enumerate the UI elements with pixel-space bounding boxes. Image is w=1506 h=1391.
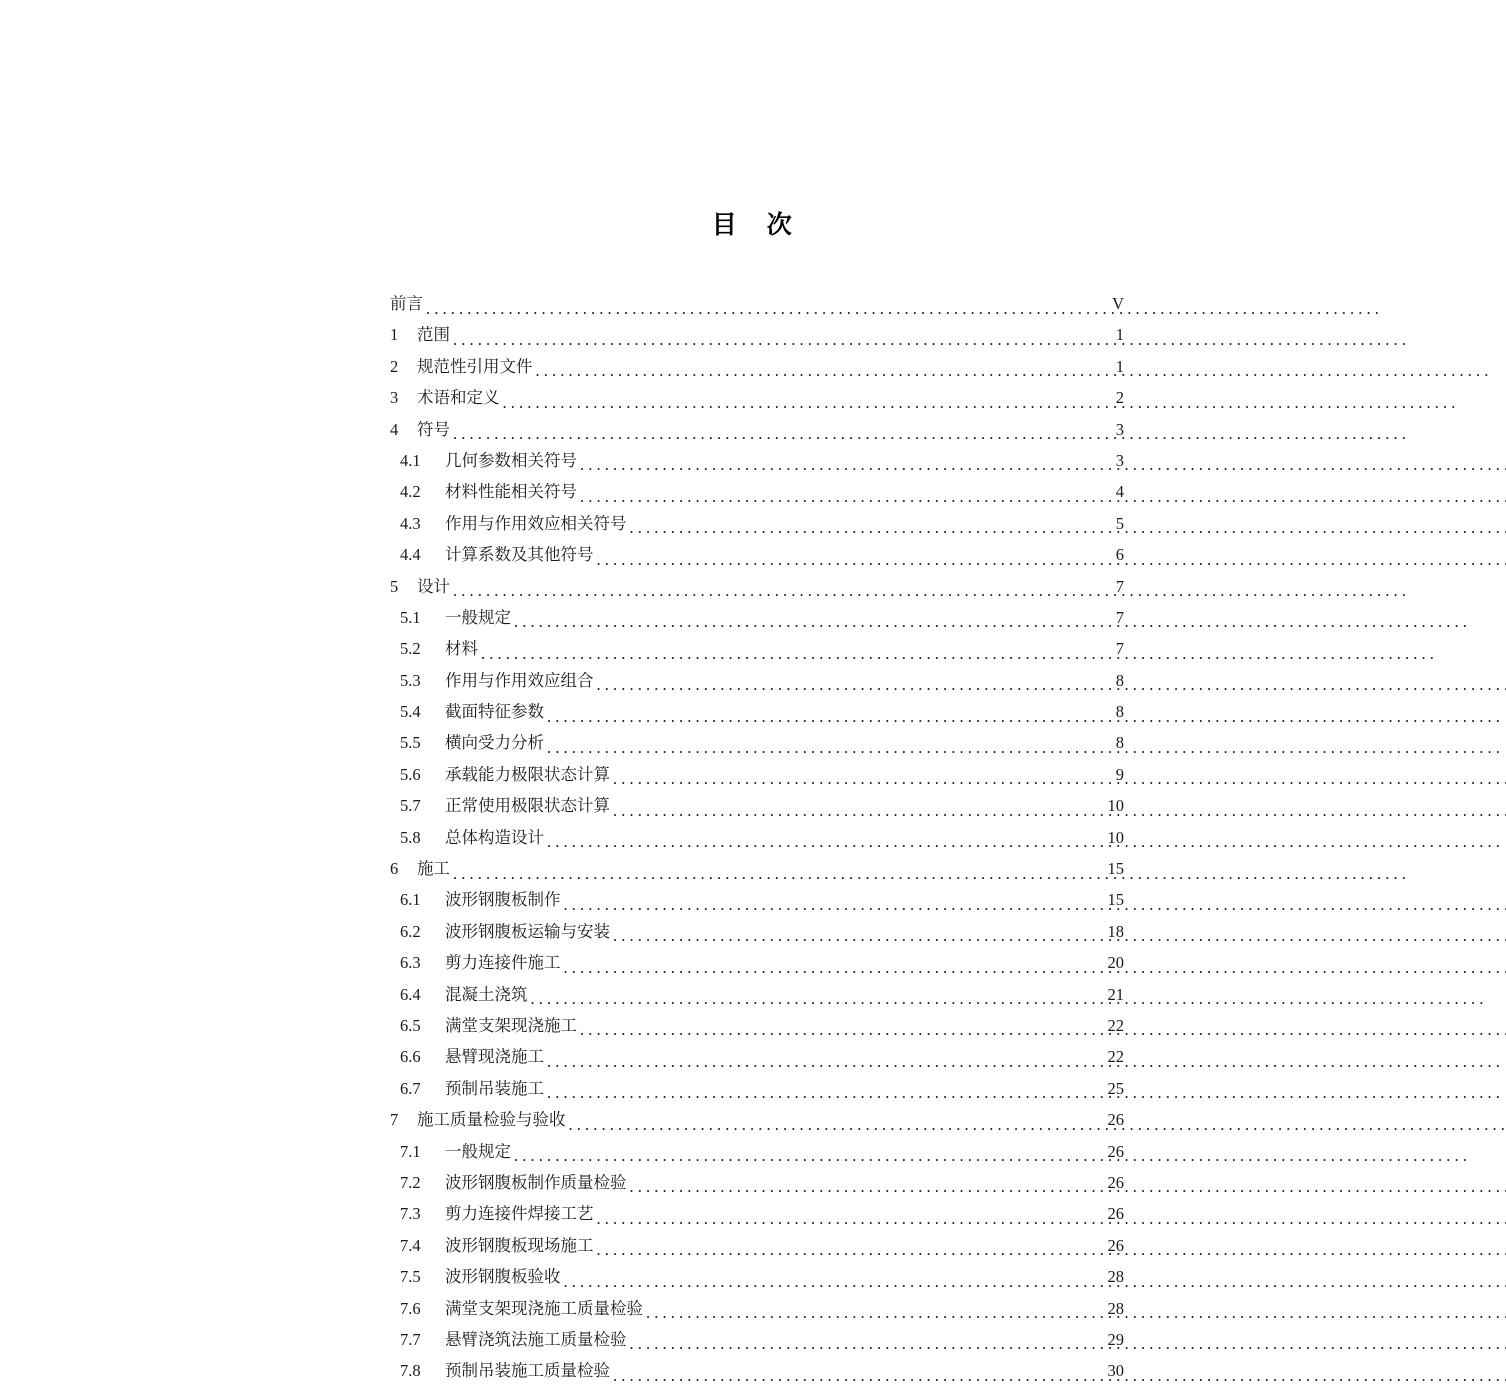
toc-entry-page-number: 7 [1115,607,1124,627]
toc-entry-number: 5.6 [400,764,421,784]
toc-entry[interactable] [390,1136,1124,1167]
toc-entry-number: 6.2 [400,921,421,941]
toc-entry-label: 悬臂现浇施工 [445,1047,544,1067]
toc-dot-leader [580,1014,1088,1031]
toc-dot-leader [536,355,1089,372]
toc-entry-number: 7.7 [400,1329,421,1349]
toc-entry-label: 波形钢腹板制作质量检验 [445,1172,627,1192]
toc-entry-label: 施工 [417,859,450,879]
toc-dot-leader [646,1297,1088,1314]
toc-entry-label: 预制吊装施工 [445,1078,544,1098]
toc-entry-page-number: 26 [1107,1110,1124,1130]
toc-entry[interactable] [390,382,1124,413]
toc-entry-page-number: 28 [1107,1298,1124,1318]
toc-entry[interactable] [390,571,1124,602]
toc-entry-label: 范围 [417,325,450,345]
toc-entry-page-number: 26 [1107,1141,1124,1161]
toc-entry[interactable] [390,1104,1124,1135]
toc-entry[interactable] [390,790,1124,821]
toc-entry-label: 术语和定义 [417,388,500,408]
toc-dot-leader [597,1234,1089,1251]
toc-list [390,288,1124,1387]
toc-dot-leader [630,1328,1089,1345]
toc-entry-number: 4.3 [400,513,421,533]
toc-entry-label: 满堂支架现浇施工 [445,1015,577,1035]
toc-entry-page-number: 8 [1115,733,1124,753]
toc-entry-page-number: 30 [1107,1361,1124,1381]
toc-entry-page-number: 9 [1115,764,1124,784]
toc-entry-number: 5.2 [400,639,421,659]
toc-entry-label: 波形钢腹板制作 [445,890,561,910]
toc-entry[interactable] [390,979,1124,1010]
toc-entry[interactable] [390,1293,1124,1324]
toc-entry-page-number: 15 [1107,890,1124,910]
toc-entry[interactable] [390,539,1124,570]
toc-entry[interactable] [390,1230,1124,1261]
page-title: 目 次 [711,212,795,239]
toc-entry[interactable] [390,319,1124,350]
toc-entry-label: 横向受力分析 [445,733,544,753]
toc-entry-page-number: 22 [1107,1015,1124,1035]
toc-entry[interactable] [390,916,1124,947]
toc-dot-leader [569,1109,1089,1126]
toc-entry-number: 6.5 [400,1015,421,1035]
toc-entry-label: 施工质量检验与验收 [417,1110,566,1130]
toc-entry-number: 6.3 [400,953,421,973]
toc-entry-label: 承载能力极限状态计算 [445,764,610,784]
toc-dot-leader [481,638,1088,655]
toc-entry-label: 材料 [445,639,478,659]
toc-dot-leader [630,1171,1089,1188]
toc-entry[interactable] [390,633,1124,664]
toc-entry-number: 5.5 [400,733,421,753]
toc-entry-number: 7.2 [400,1172,421,1192]
toc-entry-number: 7.3 [400,1204,421,1224]
toc-entry-page-number: V [1112,294,1124,313]
toc-entry-number: 5.3 [400,670,421,690]
toc-entry-page-number: 8 [1115,702,1124,722]
toc-entry-number: 5 [390,576,399,596]
toc-entry-label: 几何参数相关符号 [445,450,577,470]
toc-entry[interactable] [390,853,1124,884]
toc-entry-label: 预制吊装施工质量检验 [445,1361,610,1381]
toc-entry-number: 4.1 [400,450,421,470]
toc-entry-number: 4.4 [400,545,421,565]
toc-entry-number: 7 [390,1110,399,1130]
toc-entry-page-number: 28 [1107,1267,1124,1287]
toc-dot-leader [547,732,1088,749]
toc-entry-number: 6 [390,859,399,879]
toc-dot-leader [426,293,1088,310]
toc-dot-leader [597,544,1089,561]
toc-entry-label: 设计 [417,576,450,596]
toc-entry[interactable] [390,602,1124,633]
toc-entry-number: 7.5 [400,1267,421,1287]
toc-dot-leader [630,512,1089,529]
toc-entry-page-number: 29 [1107,1329,1124,1349]
toc-entry-page-number: 6 [1115,545,1124,565]
toc-entry[interactable] [390,822,1124,853]
toc-entry-number: 5.1 [400,607,421,627]
toc-entry[interactable] [390,288,1124,319]
toc-entry-number: 1 [390,325,399,345]
toc-entry-label: 作用与作用效应组合 [445,670,594,690]
toc-entry-label: 前言 [390,294,423,313]
toc-entry-label: 波形钢腹板验收 [445,1267,561,1287]
toc-dot-leader [503,387,1089,404]
toc-entry-number: 6.7 [400,1078,421,1098]
toc-entry-label: 剪力连接件焊接工艺 [445,1204,594,1224]
toc-dot-leader [597,1203,1089,1220]
toc-entry-label: 满堂支架现浇施工质量检验 [445,1298,643,1318]
toc-dot-leader [564,889,1089,906]
toc-entry[interactable] [390,1073,1124,1104]
toc-entry-label: 剪力连接件施工 [445,953,561,973]
toc-entry-page-number: 3 [1115,419,1124,439]
toc-entry[interactable] [390,1041,1124,1072]
toc-dot-leader [613,920,1088,937]
toc-dot-leader [547,826,1088,843]
toc-dot-leader [564,1266,1089,1283]
document-page [278,0,1228,1381]
toc-entry-label: 材料性能相关符号 [445,482,577,502]
toc-dot-leader [514,1140,1088,1157]
toc-entry[interactable] [390,1167,1124,1198]
toc-entry[interactable] [390,727,1124,758]
toc-entry[interactable] [390,884,1124,915]
toc-dot-leader [613,1360,1088,1377]
toc-dot-leader [547,1046,1088,1063]
toc-entry-number: 7.4 [400,1235,421,1255]
toc-entry-label: 作用与作用效应相关符号 [445,513,627,533]
toc-entry[interactable] [390,476,1124,507]
toc-entry-page-number: 25 [1107,1078,1124,1098]
toc-entry-page-number: 1 [1115,325,1124,345]
toc-entry-page-number: 10 [1107,827,1124,847]
toc-entry-page-number: 7 [1115,639,1124,659]
toc-entry-page-number: 15 [1107,859,1124,879]
toc-entry-page-number: 5 [1115,513,1124,533]
toc-entry-label: 正常使用极限状态计算 [445,796,610,816]
toc-entry-label: 混凝土浇筑 [445,984,528,1004]
toc-dot-leader [547,701,1088,718]
toc-entry-page-number: 26 [1107,1172,1124,1192]
toc-entry-number: 5.8 [400,827,421,847]
toc-entry-number: 5.7 [400,796,421,816]
toc-dot-leader [453,418,1088,435]
toc-entry-label: 总体构造设计 [445,827,544,847]
toc-entry[interactable] [390,759,1124,790]
toc-entry-page-number: 20 [1107,953,1124,973]
toc-entry-number: 3 [390,388,399,408]
toc-entry-page-number: 26 [1107,1235,1124,1255]
toc-entry[interactable] [390,1355,1124,1386]
toc-entry-number: 6.4 [400,984,421,1004]
toc-entry-page-number: 26 [1107,1204,1124,1224]
toc-entry-number: 5.4 [400,702,421,722]
toc-entry[interactable] [390,696,1124,727]
toc-dot-leader [453,858,1088,875]
toc-entry-number: 6.1 [400,890,421,910]
toc-entry[interactable] [390,665,1124,696]
toc-entry-label: 波形钢腹板运输与安装 [445,921,610,941]
toc-entry[interactable] [390,445,1124,476]
toc-entry-page-number: 22 [1107,1047,1124,1067]
toc-entry-label: 一般规定 [445,607,511,627]
toc-entry[interactable] [390,414,1124,445]
toc-entry[interactable] [390,351,1124,382]
toc-entry-page-number: 21 [1107,984,1124,1004]
toc-entry[interactable] [390,508,1124,539]
toc-dot-leader [547,1077,1088,1094]
toc-dot-leader [453,575,1088,592]
toc-entry-page-number: 18 [1107,921,1124,941]
toc-entry-label: 悬臂浇筑法施工质量检验 [445,1329,627,1349]
toc-entry-page-number: 3 [1115,450,1124,470]
toc-entry-number: 7.6 [400,1298,421,1318]
toc-dot-leader [613,763,1088,780]
toc-entry-number: 4.2 [400,482,421,502]
toc-entry-label: 计算系数及其他符号 [445,545,594,565]
toc-entry-page-number: 2 [1115,388,1124,408]
toc-dot-leader [514,606,1088,623]
toc-entry-page-number: 10 [1107,796,1124,816]
toc-entry[interactable] [390,947,1124,978]
toc-entry-number: 7.1 [400,1141,421,1161]
toc-dot-leader [613,795,1088,812]
toc-entry-page-number: 7 [1115,576,1124,596]
toc-entry[interactable] [390,1324,1124,1355]
toc-dot-leader [580,449,1088,466]
toc-entry-number: 4 [390,419,399,439]
toc-entry[interactable] [390,1010,1124,1041]
toc-entry[interactable] [390,1261,1124,1292]
toc-entry-page-number: 1 [1115,356,1124,376]
toc-entry-label: 规范性引用文件 [417,356,533,376]
toc-dot-leader [580,481,1088,498]
toc-entry-number: 2 [390,356,399,376]
toc-entry-page-number: 8 [1115,670,1124,690]
toc-entry-number: 6.6 [400,1047,421,1067]
toc-entry-label: 波形钢腹板现场施工 [445,1235,594,1255]
toc-entry-label: 截面特征参数 [445,702,544,722]
toc-entry-label: 一般规定 [445,1141,511,1161]
toc-entry[interactable] [390,1198,1124,1229]
toc-dot-leader [597,669,1089,686]
toc-dot-leader [453,324,1088,341]
toc-dot-leader [531,983,1089,1000]
toc-entry-label: 符号 [417,419,450,439]
toc-dot-leader [564,952,1089,969]
toc-entry-page-number: 4 [1115,482,1124,502]
toc-entry-number: 7.8 [400,1361,421,1381]
